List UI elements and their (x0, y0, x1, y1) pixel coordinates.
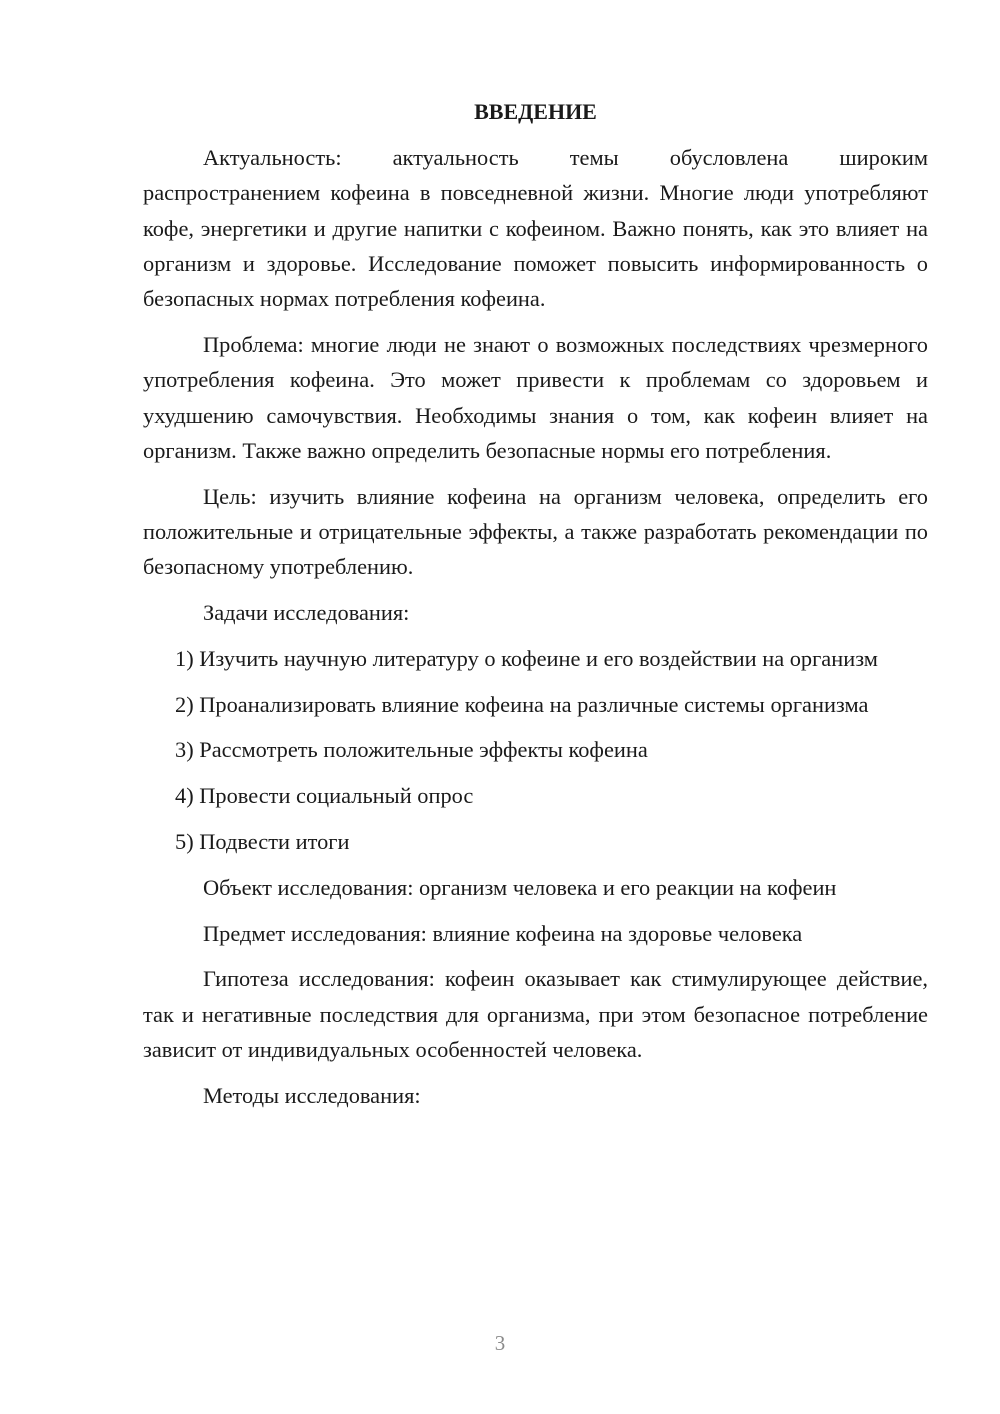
document-page (143, 94, 928, 1124)
goal-paragraph: Цель: изучить влияние кофеина на организм человека, определить его положительные и отрицательные эффекты, а также разработать рекомендации по безопасному употреблению. (143, 483, 928, 580)
task-item-2: 2) Проанализировать влияние кофеина на различные системы организма (175, 691, 869, 717)
problem-paragraph: Проблема: многие люди не знают о возможных последствиях чрезмерного употребления кофеина. Это может привести к проблемам со здоровьем и ухудшению самочувствия. Необходимы знания о том, как кофеин влияет на организм. Также важно определить безопасные нормы его потребления. (143, 331, 928, 463)
task-item-3: 3) Рассмотреть положительные эффекты кофеина (175, 737, 648, 763)
hypothesis-paragraph: Гипотеза исследования: кофеин оказывает как стимулирующее действие, так и негативные последствия для организма, при этом безопасное потребление зависит от индивидуальных особенностей человека. (143, 966, 928, 1063)
section-title: ВВЕДЕНИЕ (474, 99, 597, 124)
task-item-4: 4) Провести социальный опрос (175, 783, 474, 809)
page-number: 3 (494, 1331, 506, 1355)
relevance-paragraph: Актуальность: актуальность темы обусловлена широким распространением кофеина в повседневной жизни. Многие люди употребляют кофе, энергетики и другие напитки с кофеином. Важно понять, как это влияет на организм и здоровье. Исследование поможет повысить информированность о безопасных нормах потребления кофеина. (143, 145, 928, 312)
task-item-1: 1) Изучить научную литературу о кофеине и его воздействии на организм (175, 645, 878, 671)
tasks-heading: Задачи исследования: (203, 600, 410, 626)
task-item-5: 5) Подвести итоги (175, 829, 350, 855)
subject-paragraph: Предмет исследования: влияние кофеина на здоровье человека (203, 920, 803, 946)
methods-heading: Методы исследования: (203, 1082, 421, 1108)
object-paragraph: Объект исследования: организм человека и его реакции на кофеин (203, 874, 837, 900)
